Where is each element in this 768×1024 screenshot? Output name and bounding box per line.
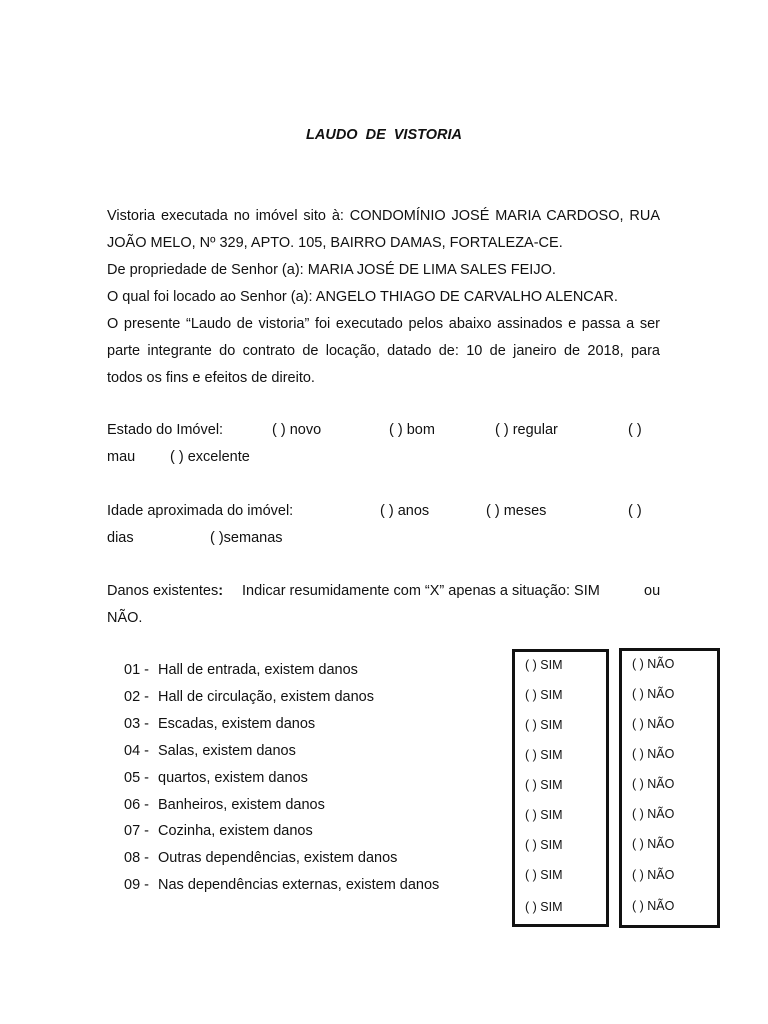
damage-item-number: 07 - bbox=[124, 823, 149, 839]
danos-intro-text: Indicar resumidamente com “X” apenas a situação: SIM bbox=[242, 583, 600, 599]
sim-checkbox[interactable]: ( ) SIM bbox=[525, 718, 563, 732]
damage-item-text: Escadas, existem danos bbox=[158, 716, 316, 732]
document-title: LAUDO DE VISTORIA bbox=[306, 127, 462, 143]
sim-checkbox[interactable]: ( ) SIM bbox=[525, 868, 563, 882]
damage-item-text: Hall de entrada, existem danos bbox=[158, 662, 358, 678]
idade-label: Idade aproximada do imóvel: bbox=[107, 503, 294, 519]
sim-checkbox[interactable]: ( ) SIM bbox=[525, 808, 563, 822]
damage-item-text: Hall de circulação, existem danos bbox=[158, 689, 374, 705]
danos-intro-ou: ou bbox=[644, 583, 661, 599]
nao-checkbox[interactable]: ( ) NÃO bbox=[632, 868, 675, 882]
intro-line-6: parte integrante do contrato de locação, datado de: 10 de janeiro de 2018, para bbox=[107, 343, 660, 359]
intro-line-1: Vistoria executada no imóvel sito à: CONDOMÍNIO JOSÉ MARIA CARDOSO, RUA bbox=[107, 208, 660, 224]
nao-checkbox[interactable]: ( ) NÃO bbox=[632, 717, 675, 731]
sim-checkbox[interactable]: ( ) SIM bbox=[525, 748, 563, 762]
idade-option-semanas[interactable]: ( )semanas bbox=[210, 530, 283, 546]
idade-option-meses[interactable]: ( ) meses bbox=[486, 503, 547, 519]
estado-option-mau-label: mau bbox=[107, 449, 136, 465]
nao-checkbox[interactable]: ( ) NÃO bbox=[632, 899, 675, 913]
idade-option-anos[interactable]: ( ) anos bbox=[380, 503, 430, 519]
damage-item-number: 01 - bbox=[124, 662, 149, 678]
estado-option-regular[interactable]: ( ) regular bbox=[495, 422, 558, 438]
sim-checkbox[interactable]: ( ) SIM bbox=[525, 778, 563, 792]
sim-checkbox[interactable]: ( ) SIM bbox=[525, 838, 563, 852]
damage-item-text: Outras dependências, existem danos bbox=[158, 850, 398, 866]
estado-option-mau-checkbox[interactable]: ( ) bbox=[628, 422, 642, 438]
damage-item-number: 09 - bbox=[124, 877, 149, 893]
intro-line-5: O presente “Laudo de vistoria” foi executado pelos abaixo assinados e passa a ser bbox=[107, 316, 660, 332]
sim-checkbox[interactable]: ( ) SIM bbox=[525, 900, 563, 914]
nao-checkbox[interactable]: ( ) NÃO bbox=[632, 837, 675, 851]
idade-option-dias-label: dias bbox=[107, 530, 134, 546]
intro-line-7: todos os fins e efeitos de direito. bbox=[107, 370, 315, 386]
estado-label: Estado do Imóvel: bbox=[107, 422, 224, 438]
damage-item-text: Nas dependências externas, existem danos bbox=[158, 877, 440, 893]
intro-line-4: O qual foi locado ao Senhor (a): ANGELO THIAGO DE CARVALHO ALENCAR. bbox=[107, 289, 618, 305]
sim-checkbox[interactable]: ( ) SIM bbox=[525, 658, 563, 672]
nao-checkbox[interactable]: ( ) NÃO bbox=[632, 777, 675, 791]
damage-item-number: 05 - bbox=[124, 770, 149, 786]
danos-intro-label: Danos existentes bbox=[107, 583, 219, 599]
nao-checkbox[interactable]: ( ) NÃO bbox=[632, 747, 675, 761]
nao-checkbox[interactable]: ( ) NÃO bbox=[632, 657, 675, 671]
sim-checkbox[interactable]: ( ) SIM bbox=[525, 688, 563, 702]
damage-item-number: 08 - bbox=[124, 850, 149, 866]
damage-item-number: 03 - bbox=[124, 716, 149, 732]
estado-option-novo[interactable]: ( ) novo bbox=[272, 422, 322, 438]
damage-item-number: 06 - bbox=[124, 797, 149, 813]
danos-intro-start bbox=[107, 583, 223, 599]
estado-option-excelente[interactable]: ( ) excelente bbox=[170, 449, 250, 465]
danos-intro-colon: : bbox=[218, 583, 224, 599]
idade-option-dias-checkbox[interactable]: ( ) bbox=[628, 503, 642, 519]
estado-option-bom[interactable]: ( ) bom bbox=[389, 422, 435, 438]
damage-item-number: 02 - bbox=[124, 689, 149, 705]
damage-item-number: 04 - bbox=[124, 743, 149, 759]
damage-item-text: Salas, existem danos bbox=[158, 743, 296, 759]
damage-item-text: quartos, existem danos bbox=[158, 770, 308, 786]
nao-checkbox[interactable]: ( ) NÃO bbox=[632, 807, 675, 821]
damage-item-text: Cozinha, existem danos bbox=[158, 823, 313, 839]
intro-line-3: De propriedade de Senhor (a): MARIA JOSÉ DE LIMA SALES FEIJO. bbox=[107, 262, 556, 278]
damage-item-text: Banheiros, existem danos bbox=[158, 797, 325, 813]
nao-checkbox[interactable]: ( ) NÃO bbox=[632, 687, 675, 701]
intro-line-2: JOÃO MELO, Nº 329, APTO. 105, BAIRRO DAMAS, FORTALEZA-CE. bbox=[107, 235, 563, 251]
danos-intro-nao: NÃO. bbox=[107, 610, 143, 626]
